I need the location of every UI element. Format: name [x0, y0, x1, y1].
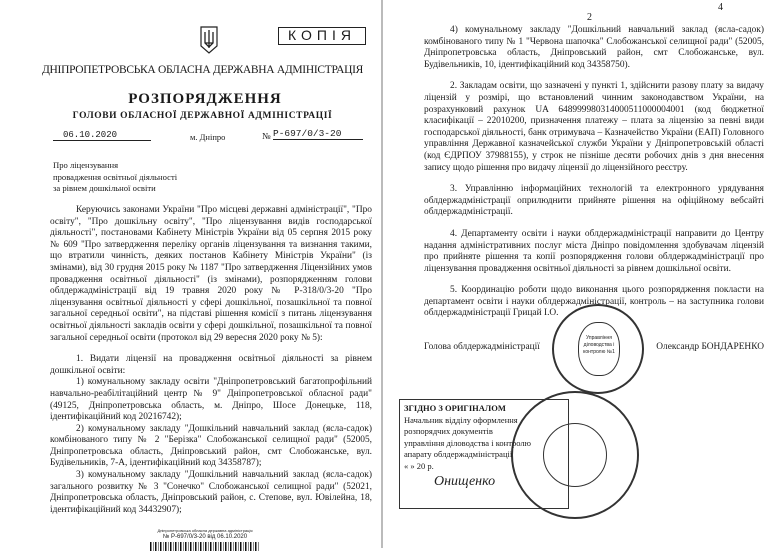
signature-row	[424, 335, 764, 356]
signer-name: Олександр БОНДАРЕНКО	[656, 342, 764, 353]
barcode-number: № Р-697/0/3-20 від 06.10.2020	[162, 534, 248, 541]
official-seal-icon	[552, 304, 644, 394]
certification-date-line: « » 20 р.	[404, 460, 434, 471]
items-list	[50, 377, 372, 516]
document-subtitle: ГОЛОВИ ОБЛАСНОЇ ДЕРЖАВНОЇ АДМІНІСТРАЦІЇ	[72, 111, 333, 121]
list-item: 2) комунальному закладу "Дошкільний навчальний заклад (ясла-садок) комбінованого типу № 2 "Берізка" Слобожанської селищної ради" (52005, Дніпропетровська область, Дніпровський район, смт Слобожанське, вул. Будівельників, 7-А, ідентифікаційний код 34358787);	[50, 423, 372, 469]
page-number: 2	[587, 12, 592, 23]
point-5: 5. Координацію роботи щодо виконання цього розпорядження покласти на департамент освіти і науки облдержадміністрації, контроль – на заступника голови облдержадміністрації Грицай І.О.	[424, 285, 764, 319]
organization-name: ДНІПРОПЕТРОВСЬКА ОБЛАСНА ДЕРЖАВНА АДМІНІСТРАЦІЯ	[41, 64, 364, 76]
subject-line: за рівнем дошкільної освіти	[53, 183, 156, 193]
seal-inner-text: Управління діловодства і контролю №1	[578, 322, 620, 376]
certification-line: розпорядчих документів	[404, 426, 493, 437]
item-4: 4) комунальному закладу "Дошкільний навчальний заклад (ясла-садок) комбінованого типу № 1 "Червона шапочка" Слобожанської селищної ради" (52005, Дніпропетровська область, Дніпровський район, смт Слобожанське, вул. Будівельників, 10, ідентифікаційний код 34358750).	[424, 25, 764, 70]
document-date: 06.10.2020	[53, 130, 151, 141]
document-city: м. Дніпро	[190, 132, 226, 142]
certification-block	[399, 399, 764, 511]
subject-block	[53, 160, 177, 195]
certification-line: Начальник відділу оформлення	[404, 414, 518, 425]
handwritten-signature: Онищенко	[434, 474, 496, 490]
certification-line: апарату облдержадміністрації	[404, 449, 513, 460]
corner-number: 4	[718, 2, 723, 13]
list-item: 1) комунальному закладу освіти "Дніпропетровський багатопрофільний навчально-реабілітаційний центр № 9" Дніпропетровської обласної ради" (49125, Дніпропетровська область, м. Дніпро, Шосе Донецьке, 118, ідентифікаційний код 20216742);	[50, 377, 372, 423]
list-item: 3) комунальному закладу "Дошкільний навчальний заклад (ясла-садок) загального розвитку № 3 "Сонечко" Слобожанської селищної ради" (52021, Дніпропетровська область, Дніпровський район, с. Степове, вул. Ювілейна, 18, ідентифікаційний код 34432907);	[50, 470, 372, 515]
right-body	[404, 25, 764, 511]
subject-line: Про ліцензування	[53, 160, 119, 170]
document-number-label: №	[262, 131, 271, 141]
signer-title: Голова облдержадміністрації	[424, 342, 540, 353]
left-body	[50, 205, 372, 551]
preamble: Керуючись законами України "Про місцеві державні адміністрації", "Про освіту", "Про дошкільну освіту", "Про ліцензування видів господарської діяльності", постановами Кабінету Міністрів України від 05 серпня 2015 року № 609 "Про затвердження переліку органів ліцензування та визнання такими, що втратили чинність, деяких постанов Кабінету Міністрів України" (із змінами), від 30 грудня 2015 року № 1187 "Про затвердження Ліцензійних умов провадження освітньої діяльності" (із змінами), розпорядженням голови облдержадміністрації від 19 травня 2020 року № Р-318/0/3-20 "Про ліцензування освітньої діяльності у сфері дошкільної, позашкільної та повної загальної середньої освіти", на підставі рішення комісії з питань ліцензування освітньої діяльності закладів освіти у сфері дошкільної, позашкільної та повної загальної середньої освіти (протокол від 29 вересня 2020 року № 5):	[50, 205, 372, 343]
page-divider	[381, 0, 383, 548]
point-3: 3. Управлінню інформаційних технологій та електронного урядування облдержадміністрації оприлюднити прийняте рішення на офіційному вебсайті облдержадміністрації.	[424, 184, 764, 218]
coat-of-arms-icon	[200, 26, 218, 54]
barcode-icon	[150, 542, 260, 551]
certification-box	[399, 399, 569, 509]
certification-line: управління діловодства і контролю	[404, 437, 531, 448]
point-2: 2. Закладам освіти, що зазначені у пункті 1, здійснити разову плату за видачу ліцензій у розмірі, що встановлений чинним законодавством України, на розрахунковий рахунок UA 648999980314000511000004001 (код бюджетної класифікації – 22010200, призначення платежу – плата за ліцензію за певні види господарської діяльності, банк отримувача – Казначейство України (ЕАП) Головного управління Державної казначейської служби України у Дніпропетровській області (код ЄДРПОУ 37988155), у строк не пізніше десяти робочих днів з дня внесення запису щодо рішення про видачу ліцензії до ліцензійного реєстру.	[424, 81, 764, 173]
point-1: 1. Видати ліцензії на провадження освітньої діяльності за рівнем дошкільної освіти:	[50, 354, 372, 376]
certification-heading: ЗГІДНО З ОРИГІНАЛОМ	[404, 403, 506, 414]
copy-mark: КОПІЯ	[278, 27, 366, 45]
point-4: 4. Департаменту освіти і науки облдержадміністрації направити до Центру надання адміністративних послуг міста Дніпро повідомлення здобувачам ліцензій про прийняте рішення та копії розпорядження голови облдержадміністрації про ліцензування провадження освітньої діяльності за рівнем дошкільної освіти.	[424, 228, 764, 274]
document-type: РОЗПОРЯДЖЕННЯ	[128, 91, 282, 107]
subject-line: провадження освітньої діяльності	[53, 171, 178, 182]
document-number: Р-697/0/3-20	[273, 128, 363, 140]
barcode-caption: Дніпропетровська обласна державна адміністрація	[157, 528, 253, 534]
